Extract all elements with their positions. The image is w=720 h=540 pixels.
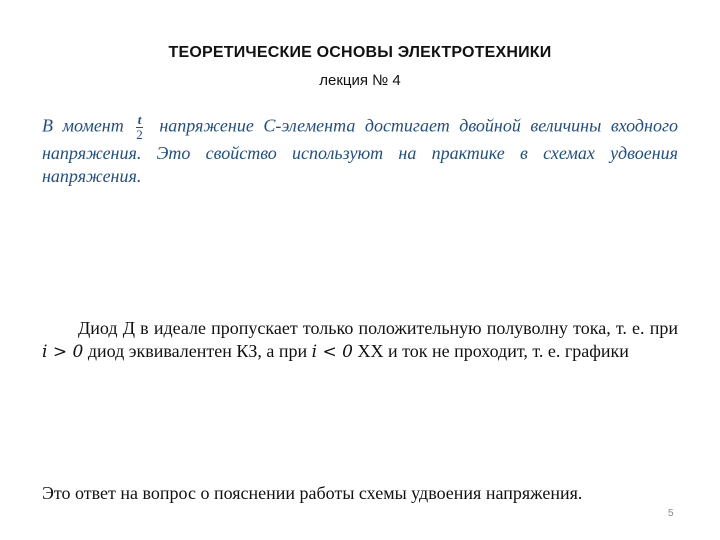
fraction-numerator: t	[137, 112, 142, 127]
slide-title: ТЕОРЕТИЧЕСКИЕ ОСНОВЫ ЭЛЕКТРОТЕХНИКИ	[168, 44, 552, 61]
page-number: 5	[668, 508, 674, 519]
fraction-denominator: 2	[136, 127, 143, 142]
math-condition-negative: i < 0	[311, 342, 353, 362]
paragraph-conclusion: Это ответ на вопрос о пояснении работы схемы удвоения напряжения.	[42, 483, 583, 503]
paragraph-diode	[42, 317, 678, 364]
fraction-t-over-2	[136, 113, 144, 142]
para2-text-2: диод эквивалентен КЗ, а при	[87, 341, 308, 361]
math-condition-positive: i > 0	[42, 342, 84, 362]
para1-text-after: напряжение С-элемента достигает двойной величины входного напряжения. Это свойство используют на практике в схемах удвоения напряжения.	[42, 115, 678, 186]
para2-text-1: Диод Д в идеале пропускает только положительную полуволну тока, т. е. при	[78, 318, 678, 338]
para2-text-3: ХХ и ток не проходит, т. е. графики	[357, 341, 629, 361]
paragraph-doubling-note	[42, 113, 678, 188]
para1-text-before: В момент	[42, 115, 124, 136]
lecture-subtitle: лекция № 4	[319, 72, 401, 89]
